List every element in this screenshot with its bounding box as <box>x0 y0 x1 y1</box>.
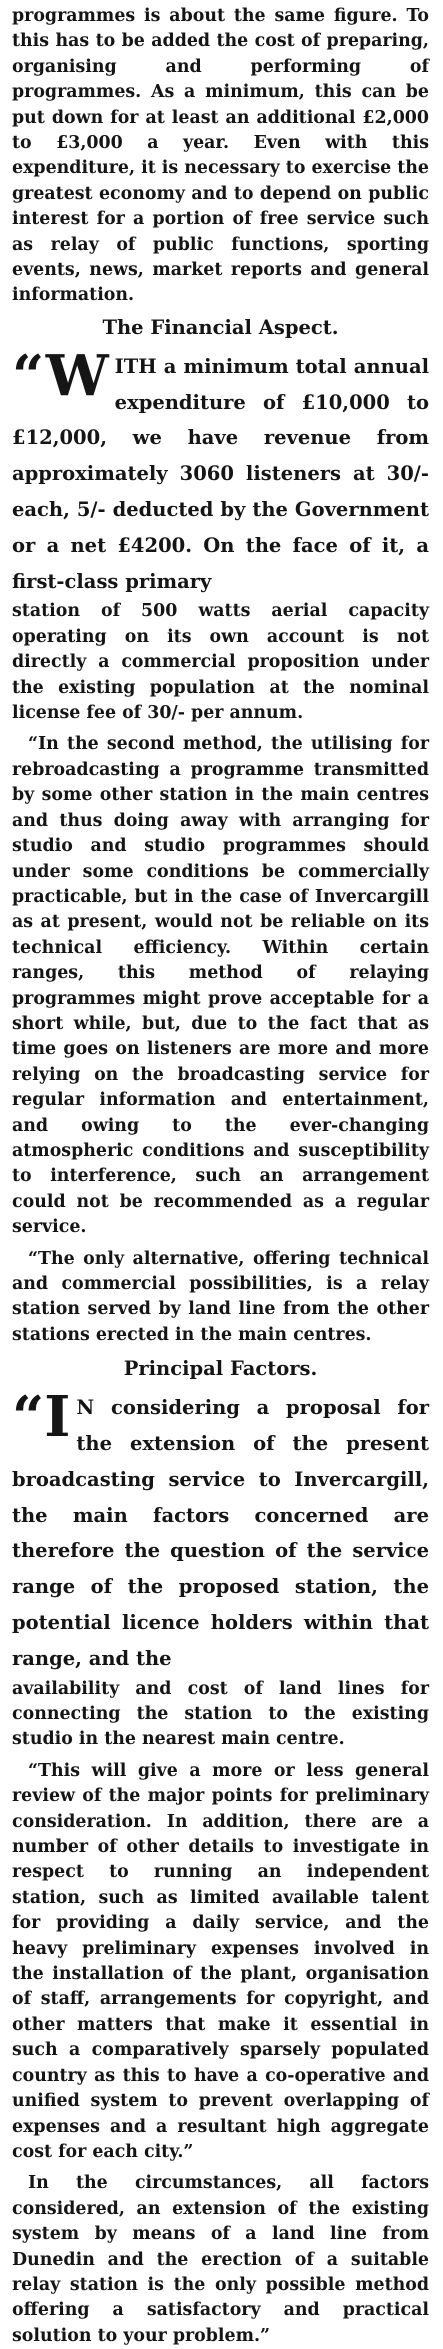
intro-paragraph: programmes is about the same figure. To this has to be added the cost of preparing, organising and performing of programmes. As a minimum, this can be put down for at least an additional £2,000 to £3,000 a year. Even with this expenditure, it is necessary to exercise the greatest economy and to depend on public interest for a portion of free service such as relay of public functions, sporting events, news, market reports and general information. <box>12 6 429 306</box>
drop-cap <box>12 1384 76 1451</box>
body-paragraph: “The only alternative, offering technical and commercial possibilities, is a relay station served by land line from the other stations erected in the main centres. <box>12 1248 429 1345</box>
body-paragraph: “This will give a more or less general review of the major points for preliminary consideration. In addition, there are a number of other details to investigate in respect to running an independent station, such as limited available talent for providing a daily service, and the heavy preliminary expenses involved in the installation of the plant, organisation of staff, arrangements for copyright, and other matters that make it essential in such a comparatively sparsely populated country as this to have a co-operative and unified system to prevent overlapping of expenses and a resultant high aggregate cost for each city.” <box>12 1760 429 2162</box>
dropcap-paragraph-text: N considering a proposal for the extension of the present broadcasting service to Invercargill, the main factors concerned are therefore the question of the service range of the proposed station, the potential licence holders within that range, and the <box>12 1396 429 1670</box>
dropcap-paragraph-text: ITH a minimum total annual expenditure of £10,000 to £12,000, we have revenue from approximately 3060 listeners at 30/- each, 5/- deducted by the Government or a net £4200. On the face of it, a first-class primary <box>12 354 429 593</box>
opening-quote: “ <box>12 342 46 409</box>
body-paragraph: In the circumstances, all factors considered, an extension of the existing system by means of a land line from Dunedin and the erection of a suitable relay station is the only possible method offering a satisfactory and practical solution to your problem.” <box>12 2173 429 2346</box>
drop-cap <box>12 342 115 409</box>
dropcap-paragraph-principal <box>12 1384 429 1676</box>
body-paragraph: “In the second method, the utilising for rebroadcasting a programme transmitted by some other station in the main centres and thus doing away with arranging for studio and studio programmes should under some conditions be commercially practicable, but in the case of Invercargill as at present, would not be reliable on its technical efficiency. Within certain ranges, this method of relaying programmes might prove acceptable for a short while, but, due to the fact that as time goes on listeners are more and more relying on the broadcasting service for regular information and entertainment, and owing to the ever-changing atmospheric conditions and susceptibility to interference, such an arrangement could not be recommended as a regular service. <box>12 734 429 1238</box>
section-heading-financial-aspect: The Financial Aspect. <box>102 315 339 339</box>
body-paragraph: availability and cost of land lines for connecting the station to the existing studio in the nearest main centre. <box>12 1678 429 1750</box>
drop-cap-letter: W <box>45 342 109 409</box>
section-heading-principal-factors: Principal Factors. <box>123 1357 318 1381</box>
drop-cap-letter: I <box>44 1384 71 1451</box>
body-paragraph: station of 500 watts aerial capacity operating on its own account is not directly a commercial proposition under the existing population at the nominal license fee of 30/- per annum. <box>12 601 429 724</box>
opening-quote: “ <box>12 1384 45 1451</box>
dropcap-paragraph-financial <box>12 342 429 600</box>
